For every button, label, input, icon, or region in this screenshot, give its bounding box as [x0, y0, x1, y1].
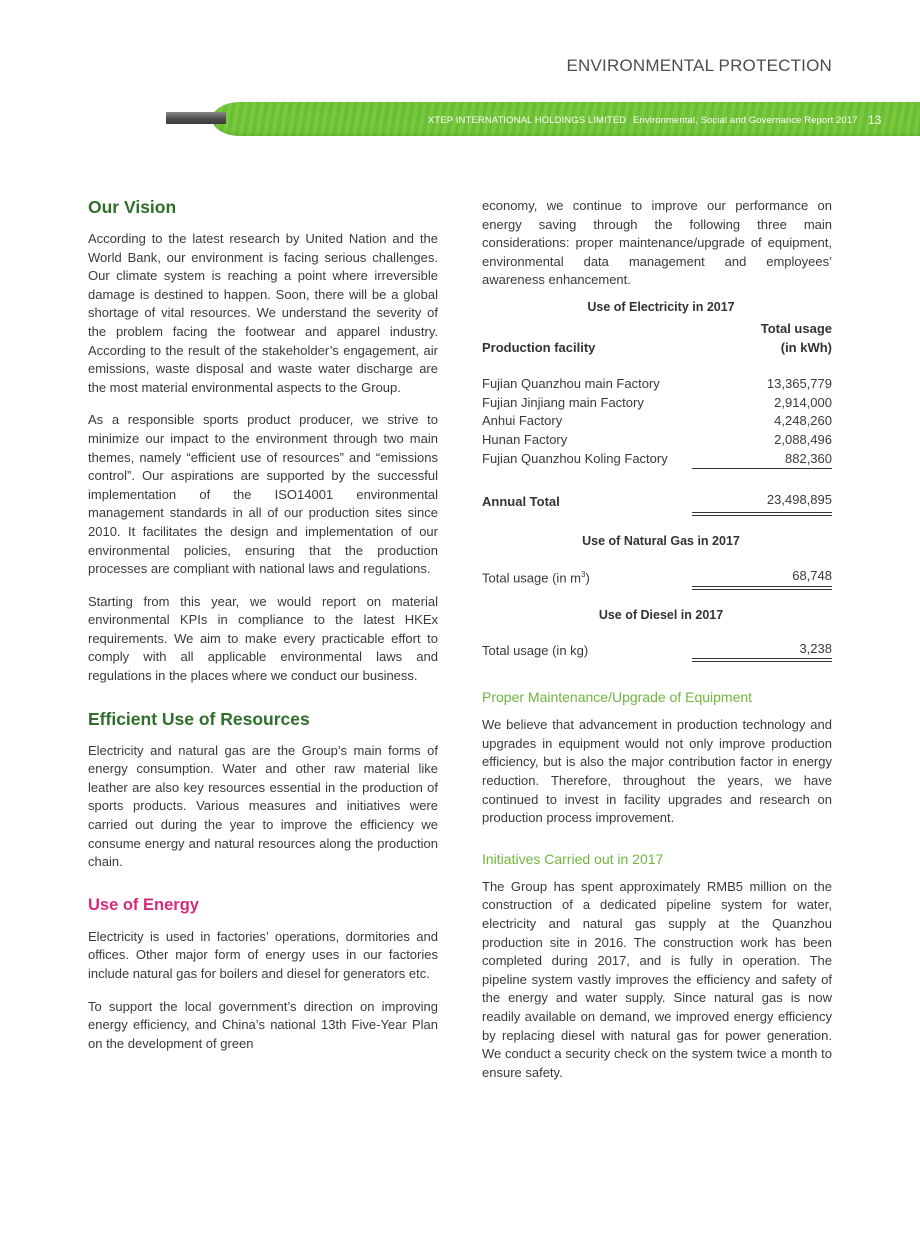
vision-heading: Our Vision	[88, 197, 177, 217]
gas-table	[482, 566, 832, 590]
diesel-table	[482, 640, 832, 663]
banner-caption	[428, 115, 858, 126]
facility-usage: 13,365,779	[766, 376, 832, 392]
maintenance-heading: Proper Maintenance/Upgrade of Equipment	[482, 689, 753, 706]
continued-paragraph: economy, we continue to improve our performance on energy saving through the following three main considerations: proper maintenance/upgrade of equipment, environmental data management and employees’ awareness enhancement.	[482, 198, 832, 288]
electricity-table	[482, 320, 832, 516]
table-row	[482, 431, 832, 450]
column-header-facility: Production facility	[482, 339, 596, 355]
resources-heading: Efficient Use of Resources	[88, 708, 310, 729]
energy-paragraph-2: To support the local government’s direction on improving energy efficiency, and China’s national 13th Five-Year Plan on the development of green	[88, 998, 438, 1051]
table-row	[482, 640, 832, 661]
annual-total-label: Annual Total	[482, 494, 560, 510]
gas-label-close: )	[585, 570, 590, 586]
initiatives-heading: Initiatives Carried out in 2017	[482, 850, 664, 867]
facility-usage: 882,360	[692, 450, 832, 469]
left-column	[88, 196, 438, 1067]
table-row	[482, 394, 832, 413]
facility-usage: 2,914,000	[774, 394, 832, 410]
report-name: Environmental, Social and Governance Report 2017	[633, 115, 858, 126]
maintenance-paragraph: We believe that advancement in production technology and upgrades in equipment would not only improve production efficiency, but is also the major contribution factor in energy reduction. Therefore, throughout the years, we have continued to invest in facility upgrades and research on production process improvement.	[482, 717, 832, 826]
column-header-usage-line2: (in kWh)	[780, 339, 832, 355]
facility-usage: 2,088,496	[774, 431, 832, 447]
column-header-usage-line1: Total usage	[760, 320, 832, 336]
vision-paragraph-2: As a responsible sports product producer, we strive to minimize our impact to the environment through two main themes, namely “efficient use of resources” and “emissions control”. Our aspirations are supported by the successful implementation of the ISO14001 environmental management standards in all of our production sites since 2010. It facilitates the design and implementation of our environmental policies, ensuring that the production processes are compliant with national laws and regulations.	[88, 412, 438, 577]
table-header-row	[482, 320, 832, 375]
vision-paragraph-3: Starting from this year, we would report on material environmental KPIs in compliance to the latest HKEx requirements. We aim to make every practicable effort to comply with all applicable environmental laws and regulations in the places where we conduct our business.	[88, 593, 438, 684]
facility-name: Fujian Quanzhou main Factory	[482, 376, 660, 392]
facility-usage: 4,248,260	[774, 413, 832, 429]
gas-table-title: Use of Natural Gas in 2017	[582, 533, 740, 548]
gas-usage-value: 68,748	[692, 566, 832, 588]
resources-paragraph: Electricity and natural gas are the Group’s main forms of energy consumption. Water and other raw material like leather are also key resources essential in the production of sports products. Various measures and initiatives were carried out during the year to improve the efficiency we consume energy and natural resources along the production chain.	[88, 742, 438, 870]
annual-total-value: 23,498,895	[692, 469, 832, 514]
energy-heading: Use of Energy	[88, 895, 199, 914]
facility-name: Hunan Factory	[482, 431, 568, 447]
electricity-table-title: Use of Electricity in 2017	[587, 299, 735, 314]
facility-name: Fujian Quanzhou Koling Factory	[482, 451, 668, 467]
diesel-usage-value: 3,238	[692, 640, 832, 661]
vision-paragraph-1: According to the latest research by United Nation and the World Bank, our environment is facing serious challenges. Our climate system is reaching a point where irreversible damage is destined to happen. Soon, there will be a global shortage of vital resources. We understand the severity of the problem facing the footwear and apparel industry. According to the result of the stakeholder’s engagement, air emissions, waste disposal and waste water discharge are the most material environmental aspects to the Group.	[88, 231, 438, 395]
initiatives-paragraph: The Group has spent approximately RMB5 million on the construction of a dedicated pipeline system for water, electricity and natural gas supply at the Quanzhou production site in 2016. The construction work has been completed during 2017, and is fully in operation. The pipeline system vastly improves the efficiency and safety of the energy and water supply. Since natural gas is now readily available on demand, we improved energy efficiency by replacing diesel with natural gas for power generation. We conduct a security check on the system twice a month to ensure safety.	[482, 878, 832, 1080]
banner-decoration	[166, 112, 226, 124]
right-column	[482, 197, 832, 1096]
section-title: ENVIRONMENTAL PROTECTION	[566, 56, 832, 75]
diesel-usage-label: Total usage (in kg)	[482, 642, 589, 658]
page-number: 13	[868, 113, 882, 127]
table-row	[482, 566, 832, 588]
column-header-usage	[692, 320, 832, 375]
table-row	[482, 450, 832, 469]
facility-name: Fujian Jinjiang main Factory	[482, 394, 644, 410]
facility-name: Anhui Factory	[482, 413, 563, 429]
table-row	[482, 412, 832, 431]
diesel-table-title: Use of Diesel in 2017	[598, 607, 724, 622]
energy-paragraph-1: Electricity is used in factories’ operations, dormitories and offices. Other major form of energy uses in our factories include natural gas for boilers and diesel for generators etc.	[88, 928, 438, 981]
gas-label-superscript: 3	[581, 569, 586, 579]
table-row	[482, 375, 832, 394]
gas-usage-label	[482, 566, 692, 588]
gas-label-text: Total usage (in m	[482, 570, 581, 586]
table-total-row	[482, 469, 832, 514]
company-name: XTEP INTERNATIONAL HOLDINGS LIMITED	[428, 115, 627, 126]
